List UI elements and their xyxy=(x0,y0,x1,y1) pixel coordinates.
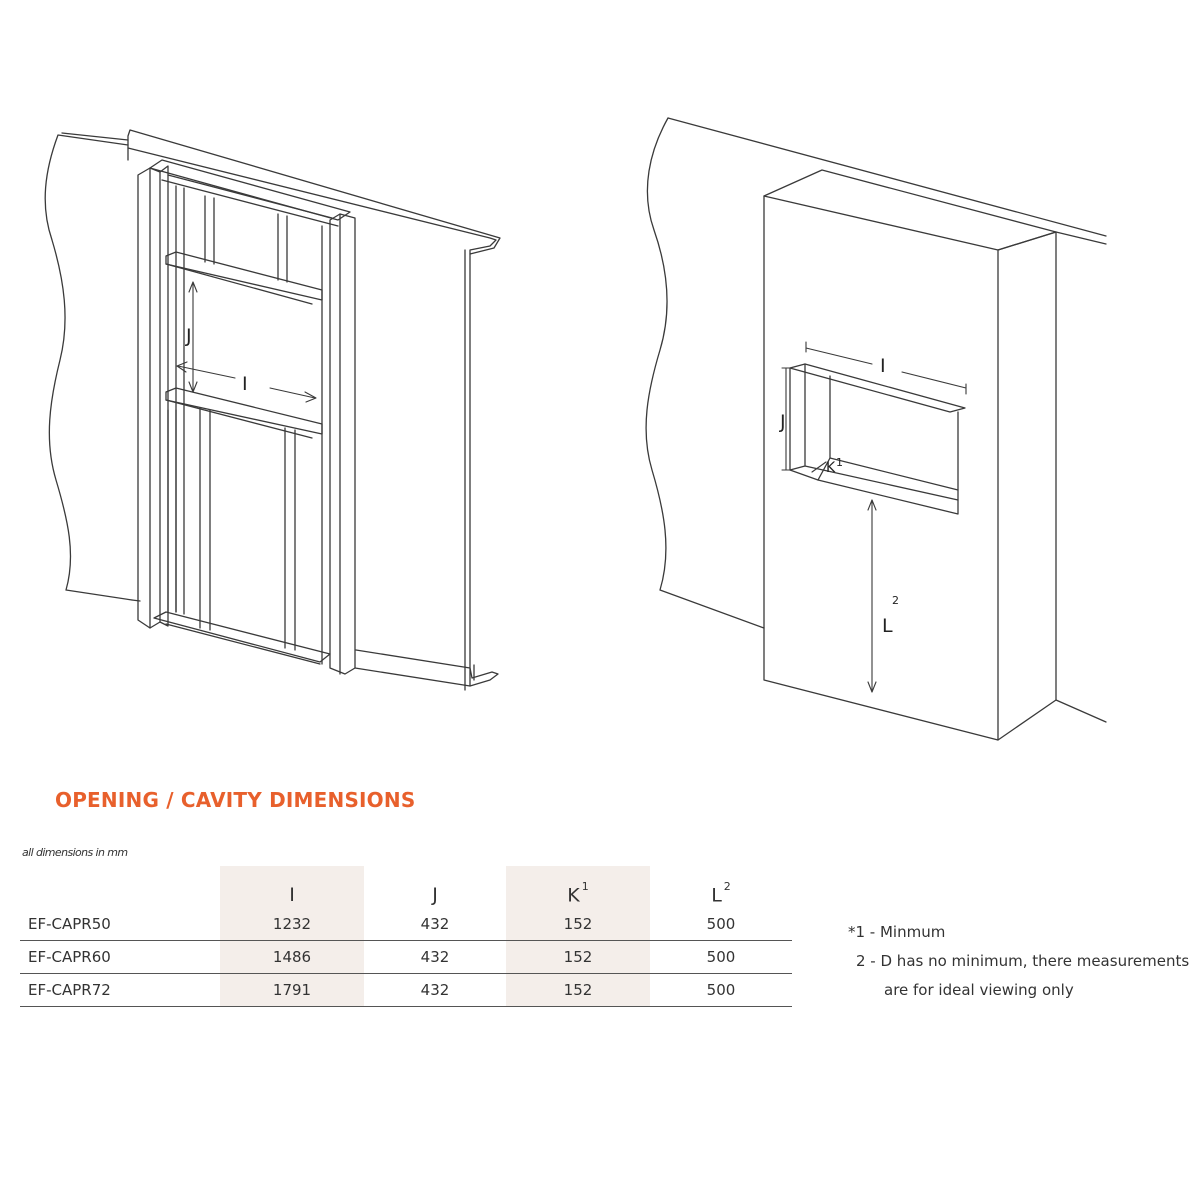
cell-l: 500 xyxy=(650,908,792,941)
wall-sheet-left xyxy=(45,135,132,600)
label-i-right: I xyxy=(880,355,886,377)
header-i: I xyxy=(220,866,364,908)
cell-j: 432 xyxy=(364,974,506,1007)
cell-model: EF-CAPR72 xyxy=(20,974,220,1007)
footnotes xyxy=(848,918,1189,1005)
box-top-face xyxy=(764,170,1056,250)
cell-k: 152 xyxy=(506,941,650,974)
label-j-right: J xyxy=(780,411,786,433)
label-l-right: L xyxy=(882,615,893,637)
header-k: K $^1$ xyxy=(506,866,650,908)
wall-sheet-right xyxy=(646,118,764,628)
units-note: all dimensions in mm xyxy=(22,846,128,859)
cell-i: 1232 xyxy=(220,908,364,941)
table-row xyxy=(20,941,792,974)
stud-frame-drawing xyxy=(45,130,500,690)
box-side-face xyxy=(998,232,1056,740)
frame-left-post xyxy=(138,168,160,628)
bottom-track xyxy=(355,650,498,686)
header-model xyxy=(20,866,220,908)
cell-model: EF-CAPR60 xyxy=(20,941,220,974)
frame-top-header xyxy=(150,160,350,220)
upper-cross-member xyxy=(166,252,322,300)
label-i-left: I xyxy=(242,373,248,395)
section-title: OPENING / CAVITY DIMENSIONS xyxy=(55,788,416,812)
footnote-2-continued: are for ideal viewing only xyxy=(884,981,1074,999)
table-row xyxy=(20,974,792,1007)
dimension-l-right xyxy=(868,500,876,692)
cell-k: 152 xyxy=(506,908,650,941)
cell-j: 432 xyxy=(364,908,506,941)
footnote-1: *1 - Minmum xyxy=(848,923,946,941)
table-row xyxy=(20,908,792,941)
cell-k: 152 xyxy=(506,974,650,1007)
label-l-sup-right: 2 xyxy=(892,594,899,607)
header-j: J xyxy=(432,884,438,906)
label-k-sup-right: 1 xyxy=(836,456,843,469)
frame-bottom-plate xyxy=(154,612,330,662)
cavity-drawing xyxy=(646,118,1106,740)
cavity-opening xyxy=(790,364,965,412)
cell-l: 500 xyxy=(650,974,792,1007)
cell-i: 1486 xyxy=(220,941,364,974)
cell-l: 500 xyxy=(650,941,792,974)
table-header-row xyxy=(20,866,792,908)
header-l: L $^2$ xyxy=(711,879,731,906)
cell-j: 432 xyxy=(364,941,506,974)
cell-model: EF-CAPR50 xyxy=(20,908,220,941)
frame-right-post xyxy=(330,214,355,674)
cell-i: 1791 xyxy=(220,974,364,1007)
footnote-2: 2 - D has no minimum, there measurements xyxy=(856,952,1190,970)
label-k-right: K xyxy=(826,460,836,476)
label-j-left: J xyxy=(186,325,192,347)
dimensions-table xyxy=(20,866,792,1007)
